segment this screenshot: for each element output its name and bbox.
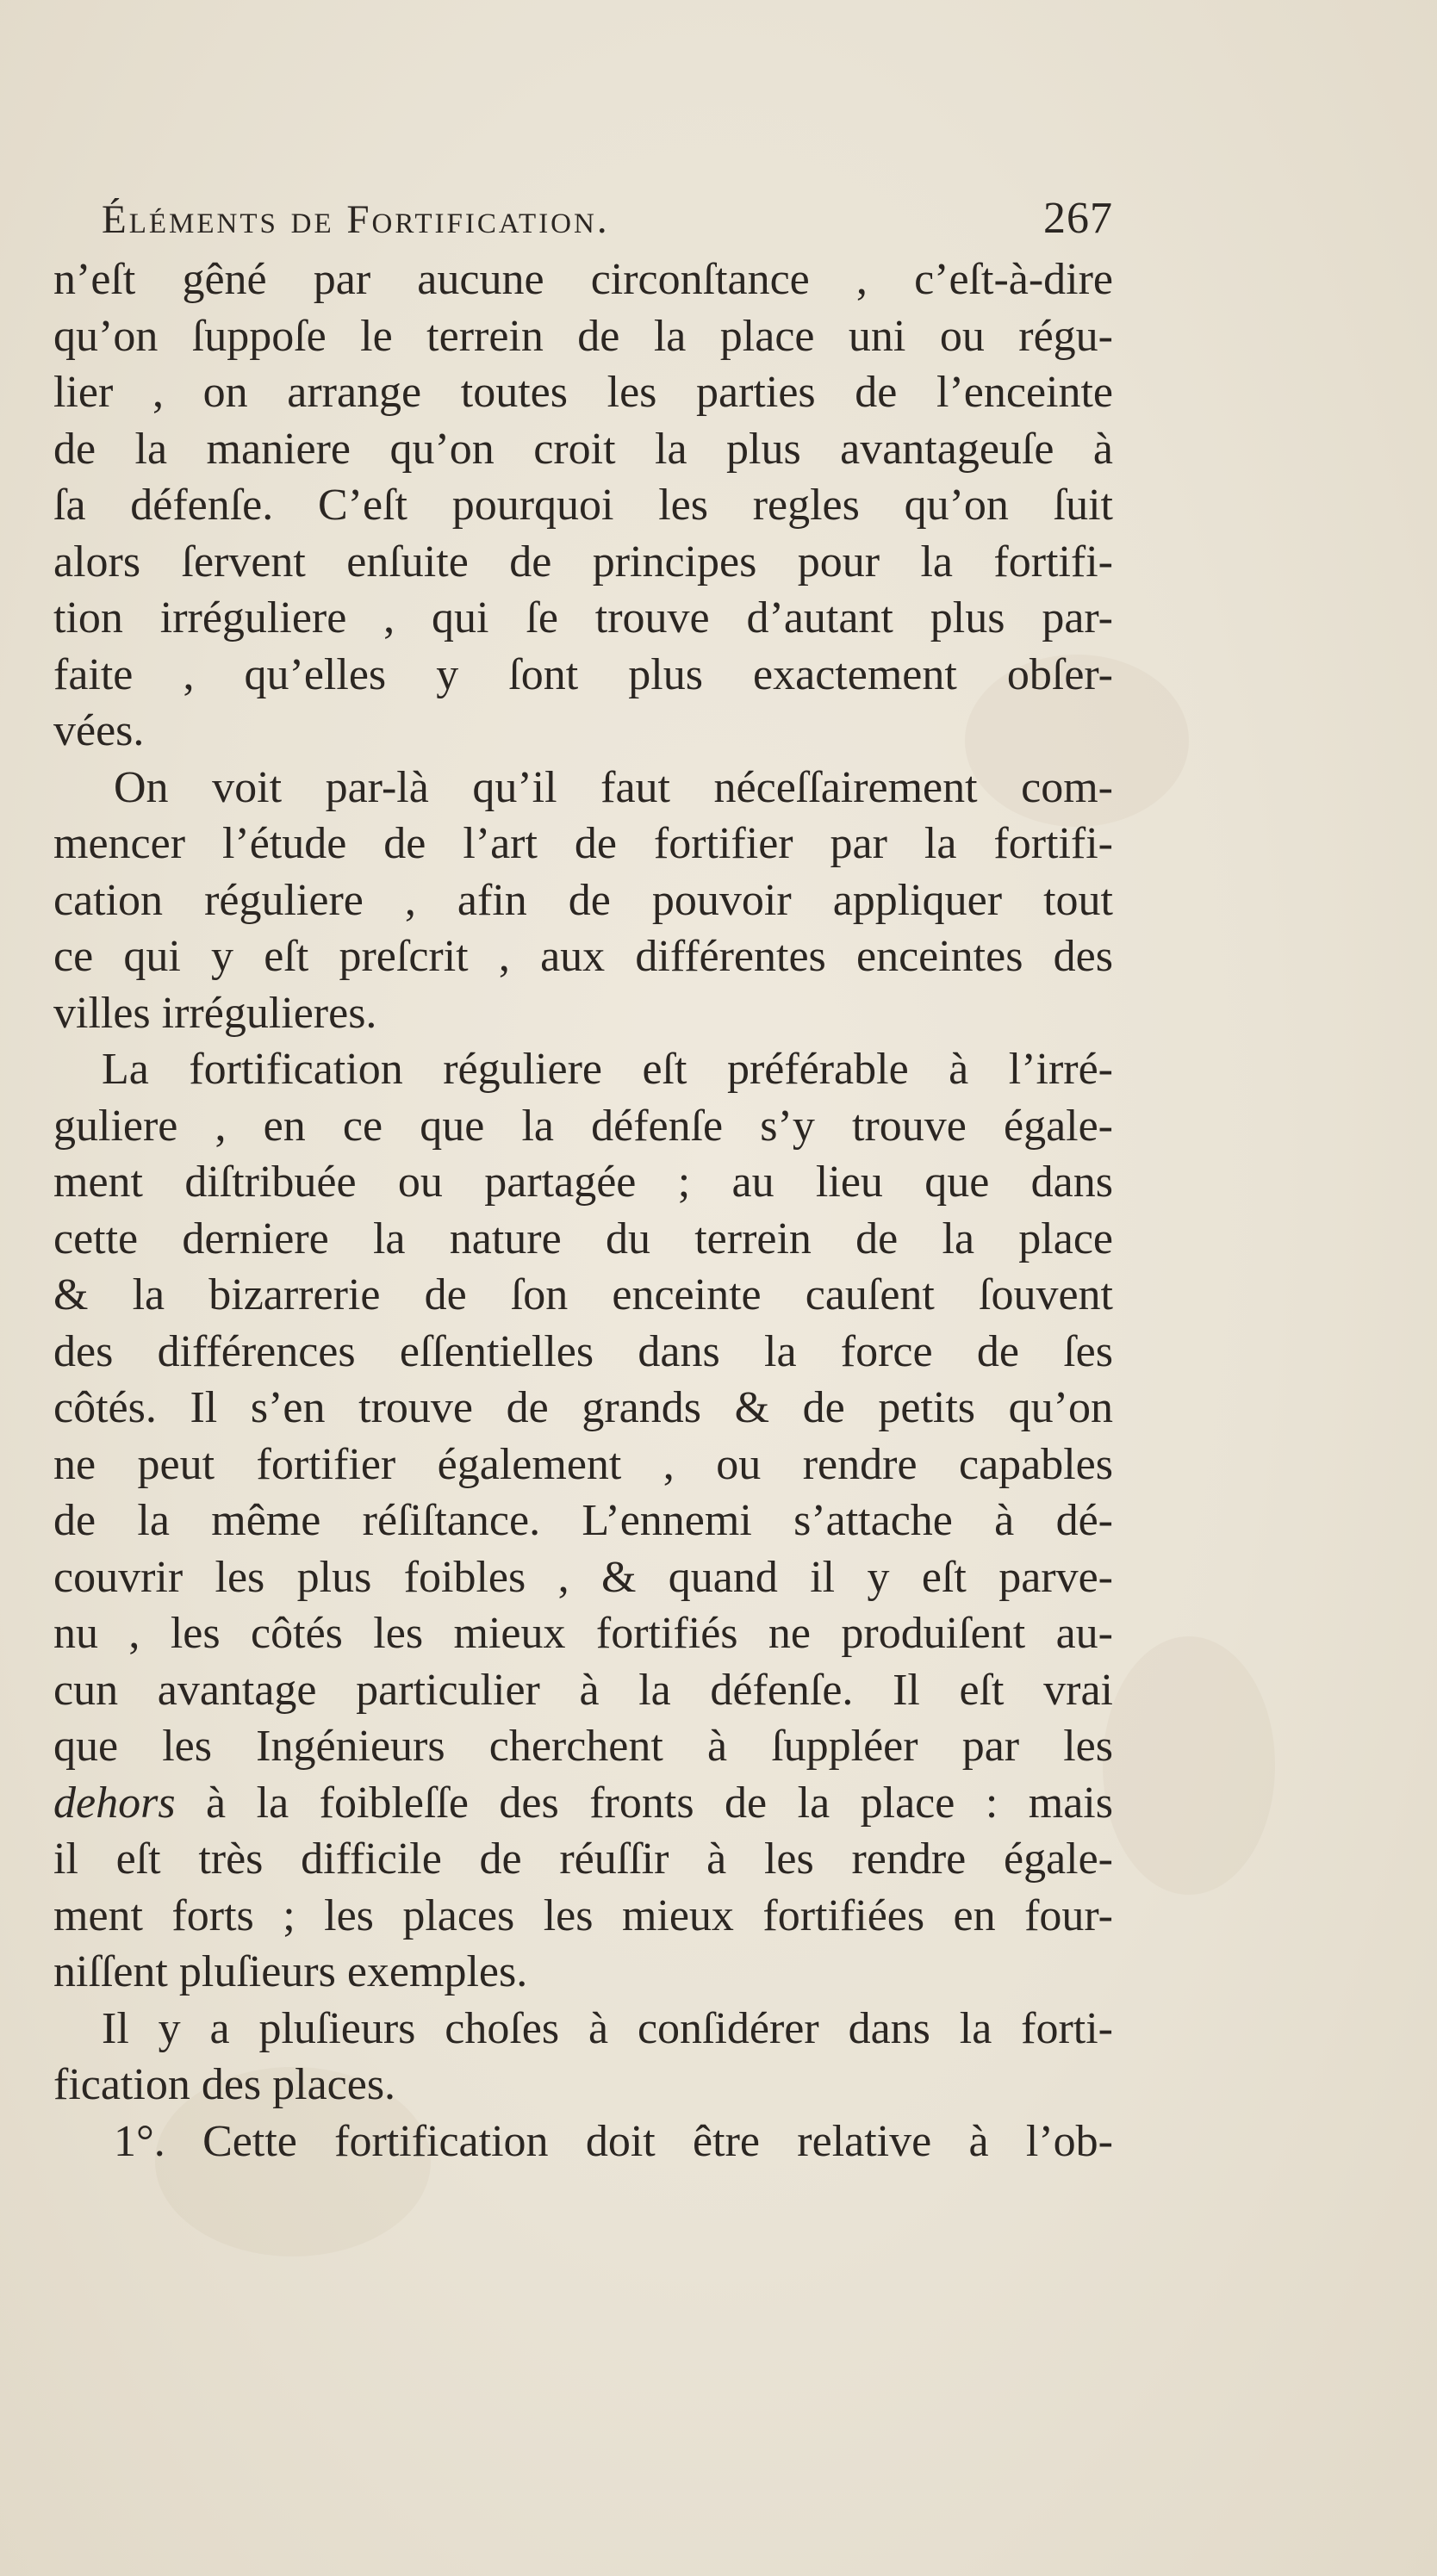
text-line: villes irrégulieres. [53, 988, 377, 1038]
text-line: fication des places. [53, 2060, 396, 2109]
text-line: de la maniere qu’on croit la plus avantageuſe à [53, 424, 1113, 474]
text-line: niſſent pluſieurs exemples. [53, 1947, 528, 1996]
text-line: cation réguliere , afin de pouvoir appliquer tout [53, 875, 1113, 925]
text-line: cun avantage particulier à la défenſe. Il eſt vrai [53, 1665, 1113, 1715]
running-head-title: Éléments de Fortification. [102, 197, 610, 242]
text-line: cette derniere la nature du terrein de la place [53, 1214, 1113, 1263]
text-line [53, 1775, 1113, 1832]
text-line: lier , on arrange toutes les parties de l’enceinte [53, 368, 1113, 417]
text-line: couvrir les plus foibles , & quand il y eſt parve- [53, 1552, 1113, 1602]
text-line: que les Ingénieurs cherchent à ſuppléer par les [53, 1722, 1113, 1771]
text-line: de la même réſiſtance. L’ennemi s’attache à dé- [53, 1496, 1113, 1545]
text-line: 1°. Cette fortification doit être relative à l’ob- [114, 2116, 1113, 2166]
text-line: ne peut fortifier également , ou rendre capables [53, 1439, 1113, 1489]
italic-word: dehors [53, 1778, 176, 1828]
text-line: ſa défenſe. C’eſt pourquoi les regles qu’on ſuit [53, 481, 1113, 530]
text-line: guliere , en ce que la défenſe s’y trouve égale- [53, 1101, 1113, 1151]
text-line: La fortification réguliere eſt préférable à l’irré- [102, 1045, 1113, 1094]
text-line: On voit par-là qu’il faut néceſſairement com- [114, 762, 1113, 812]
text-line: faite , qu’elles y ſont plus exactement obſer- [53, 649, 1113, 699]
text-line: Il y a pluſieurs choſes à conſidérer dans la forti- [102, 2003, 1113, 2053]
page-text [53, 193, 1113, 2169]
text-line: ment forts ; les places les mieux fortifiées en four- [53, 1890, 1113, 1940]
page-number: 267 [1043, 194, 1113, 243]
text-line: qu’on ſuppoſe le terrein de la place uni ou régu- [53, 311, 1113, 361]
text-line: ment diſtribuée ou partagée ; au lieu que dans [53, 1158, 1113, 1207]
text-line: ce qui y eſt preſcrit , aux différentes enceintes des [53, 932, 1113, 981]
text-line: & la bizarrerie de ſon enceinte cauſent ſouvent [53, 1270, 1113, 1319]
text-line: il eſt très difficile de réuſſir à les rendre égale- [53, 1834, 1113, 1884]
text-line-rest: à la foibleſſe des fronts de la place : mais [175, 1778, 1113, 1828]
text-line: n’eſt gêné par aucune circonſtance , c’eſt-à-dire [53, 255, 1113, 304]
text-line: des différences eſſentielles dans la force de ſes [53, 1326, 1113, 1376]
text-line: tion irréguliere , qui ſe trouve d’autant plus par- [53, 593, 1113, 642]
text-line: vées. [53, 706, 145, 755]
text-line: mencer l’étude de l’art de fortifier par la fortifi- [53, 819, 1113, 868]
text-line: alors ſervent enſuite de principes pour la fortifi- [53, 537, 1113, 587]
text-line: nu , les côtés les mieux fortifiés ne produiſent au- [53, 1609, 1113, 1658]
running-head [53, 193, 1113, 246]
paper-stain [1103, 1636, 1275, 1895]
body-text [53, 251, 1113, 2169]
text-line: côtés. Il s’en trouve de grands & de petits qu’on [53, 1383, 1113, 1432]
